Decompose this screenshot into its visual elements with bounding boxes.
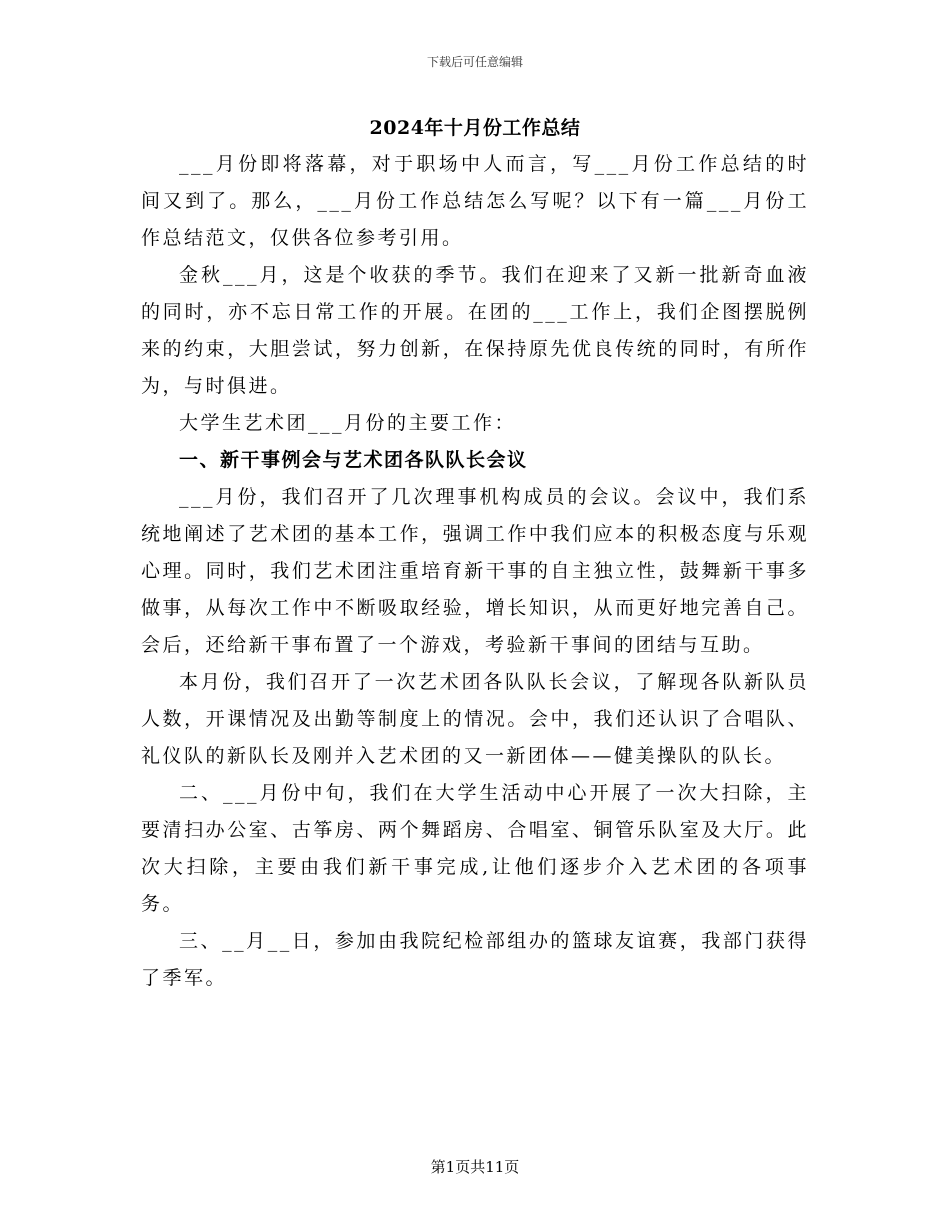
paragraph-meetings: ___月份，我们召开了几次理事机构成员的会议。会议中，我们系统地阐述了艺术团的基本工作，强调工作中我们应本的积极态度与乐观心理。同时，我们艺术团注重培育新干事的自主独立性，鼓舞新干事多做事，从每次工作中不断吸取经验，增长知识，从而更好地完善自己。会后，还给新干事布置了一个游戏，考验新干事间的团结与互助。 xyxy=(141,486,809,656)
paragraph-cleaning: 二、___月份中旬，我们在大学生活动中心开展了一次大扫除，主要清扫办公室、古筝房、两个舞蹈房、合唱室、铜管乐队室及大厅。此次大扫除，主要由我们新干事完成,让他们逐步介入艺术团的各项事务。 xyxy=(141,782,809,915)
paragraph-main-work-intro: 大学生艺术团___月份的主要工作： xyxy=(179,412,517,434)
paragraph-intro: ___月份即将落幕，对于职场中人而言，写___月份工作总结的时间又到了。那么，___月份工作总结怎么写呢？以下有一篇___月份工作总结范文，仅供各位参考引用。 xyxy=(141,153,809,249)
header-note: 下载后可任意编辑 xyxy=(426,55,523,69)
paragraph-basketball: 三、__月__日，参加由我院纪检部组办的篮球友谊赛，我部门获得了季军。 xyxy=(141,930,809,989)
document-title: 2024年十月份工作总结 xyxy=(369,117,581,139)
page-number: 第1页共11页 xyxy=(430,1158,520,1176)
paragraph-autumn: 金秋___月，这是个收获的季节。我们在迎来了又新一批新奇血液的同时，亦不忘日常工作的开展。在团的___工作上，我们企图摆脱例来的约束，大胆尝试，努力创新，在保持原先优良传统的同时，有所作为，与时俱进。 xyxy=(141,264,809,397)
section-heading-1: 一、新干事例会与艺术团各队队长会议 xyxy=(179,449,528,471)
document-body xyxy=(141,146,809,997)
paragraph-captains-meeting: 本月份，我们召开了一次艺术团各队队长会议，了解现各队新队员人数，开课情况及出勤等制度上的情况。会中，我们还认识了合唱队、礼仪队的新队长及刚并入艺术团的又一新团体——健美操队的队长。 xyxy=(141,671,809,767)
